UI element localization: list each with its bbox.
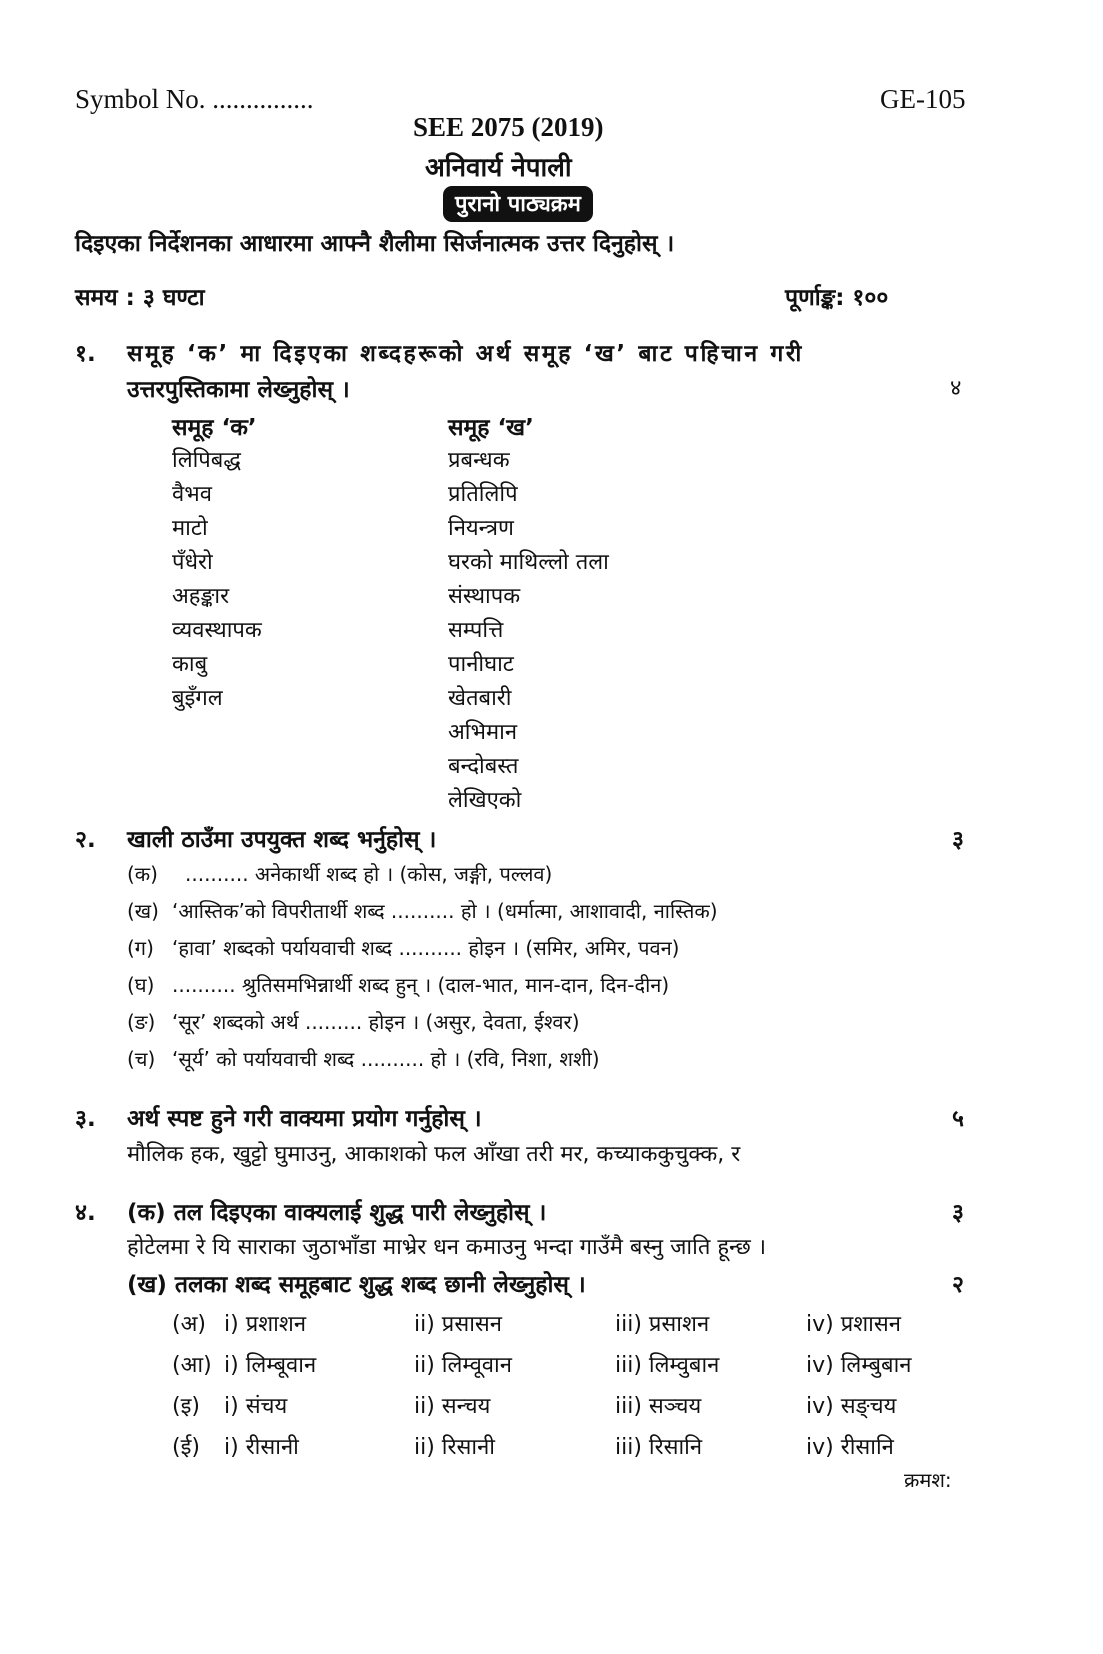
option: iv) रीसानि: [806, 1435, 894, 1460]
option-row-label: (आ): [172, 1353, 212, 1378]
item-label: (च): [127, 1047, 156, 1071]
question-4b-text: (ख) तलका शब्द समूहबाट शुद्ध शब्द छानी लेख्नुहोस् ।: [127, 1272, 586, 1298]
option-row-label: (अ): [172, 1312, 206, 1337]
option: i) संचय: [224, 1394, 288, 1419]
group-a-item: अहङ्कार: [172, 584, 230, 609]
group-b-item: नियन्त्रण: [448, 516, 514, 541]
question-4b-marks: २: [952, 1272, 964, 1298]
question-4a-sentence: होटेलमा रे यि साराका जुठाभाँडा माभ्रेर धन कमाउनु भन्दा गाउँमै बस्नु जाति हून्छ ।: [127, 1235, 767, 1260]
option: i) प्रशाशन: [224, 1312, 307, 1337]
group-a-item: पँधेरो: [172, 550, 213, 575]
full-marks: पूर्णाङ्क: १००: [785, 285, 889, 311]
group-a-item: वैभव: [172, 482, 212, 507]
group-a-item: माटो: [172, 516, 208, 541]
option: iv) प्रशासन: [806, 1312, 901, 1337]
group-a-item: व्यवस्थापक: [172, 618, 262, 643]
question-text: समूह ‘क’ मा दिइएका शब्दहरूको अर्थ समूह ‘ख’ बाट पहिचान गरी: [127, 341, 804, 367]
question-text-continued: उत्तरपुस्तिकामा लेख्नुहोस् ।: [127, 377, 350, 403]
item-label: (घ): [127, 973, 155, 997]
paper-code: GE-105: [880, 84, 966, 114]
option: iv) सङ्चय: [806, 1394, 897, 1419]
item-text: ‘सूर’ शब्दको अर्थ ......... होइन । (असुर, देवता, ईश्वर): [172, 1010, 580, 1034]
time-allowed: समय : ३ घण्टा: [75, 285, 205, 311]
option: iii) लिम्वुबान: [615, 1353, 720, 1378]
option: i) रीसानी: [224, 1435, 299, 1460]
item-label: (ख): [127, 899, 159, 923]
item-text: .......... श्रुतिसमभिन्नार्थी शब्द हुन् । (दाल-भात, मान-दान, दिन-दीन): [172, 973, 670, 997]
option: iii) प्रसाशन: [615, 1312, 710, 1337]
subject-title: अनिवार्य नेपाली: [425, 153, 572, 183]
option: ii) रिसानी: [414, 1435, 495, 1460]
question-number: ४.: [75, 1200, 96, 1226]
item-text: ‘हावा’ शब्दको पर्यायवाची शब्द .......... होइन । (समिर, अमिर, पवन): [172, 936, 680, 960]
option: i) लिम्बूवान: [224, 1353, 317, 1378]
item-label: (ग): [127, 936, 154, 960]
option: ii) लिम्वूवान: [414, 1353, 512, 1378]
group-a-item: बुइँगल: [172, 686, 223, 711]
group-b-item: बन्दोबस्त: [448, 754, 519, 779]
group-b-item: प्रतिलिपि: [448, 482, 518, 507]
item-text: ‘सूर्य’ को पर्यायवाची शब्द .......... हो । (रवि, निशा, शशी): [172, 1047, 600, 1071]
group-a-item: लिपिबद्ध: [172, 448, 241, 473]
group-b-item: लेखिएको: [448, 788, 522, 813]
instruction: दिइएका निर्देशनका आधारमा आफ्नै शैलीमा सिर्जनात्मक उत्तर दिनुहोस् ।: [75, 231, 675, 257]
question-marks: ४: [950, 376, 962, 401]
item-text: ‘आस्तिक’को विपरीतार्थी शब्द .......... हो । (धर्मात्मा, आशावादी, नास्तिक): [172, 899, 718, 923]
option: iv) लिम्बुबान: [806, 1353, 912, 1378]
question-marks: ३: [952, 827, 964, 853]
option: ii) प्रसासन: [414, 1312, 502, 1337]
option-row-label: (इ): [172, 1394, 200, 1419]
option: ii) सन्चय: [414, 1394, 491, 1419]
group-b-item: पानीघाट: [448, 652, 514, 677]
question-number: १.: [75, 341, 96, 367]
question-4a-marks: ३: [952, 1200, 964, 1226]
group-b-heading: समूह ‘ख’: [448, 415, 534, 441]
question-number: ३.: [75, 1106, 96, 1132]
group-a-heading: समूह ‘क’: [172, 415, 257, 441]
question-text: अर्थ स्पष्ट हुने गरी वाक्यमा प्रयोग गर्नुहोस् ।: [127, 1106, 482, 1132]
item-label: (क): [127, 862, 158, 886]
group-a-item: काबु: [172, 652, 208, 677]
item-text: .......... अनेकार्थी शब्द हो । (कोस, जङ्गी, पल्लव): [185, 862, 553, 886]
option: iii) सञ्चय: [615, 1394, 702, 1419]
question-marks: ५: [952, 1106, 964, 1132]
continued-note: क्रमश:: [904, 1468, 952, 1492]
question-text: खाली ठाउँमा उपयुक्त शब्द भर्नुहोस् ।: [127, 827, 437, 853]
group-b-item: घरको माथिल्लो तला: [448, 550, 609, 575]
group-b-item: सम्पत्ति: [448, 618, 504, 643]
group-b-item: खेतबारी: [448, 686, 512, 711]
symbol-number: Symbol No. ...............: [75, 84, 314, 114]
question-number: २.: [75, 827, 96, 853]
group-b-item: संस्थापक: [448, 584, 521, 609]
item-label: (ङ): [127, 1010, 156, 1034]
question-words: मौलिक हक, खुट्टो घुमाउनु, आकाशको फल आँखा तरी मर, कच्याककुचुक्क, र: [127, 1142, 741, 1167]
group-b-item: अभिमान: [448, 720, 518, 745]
group-b-item: प्रबन्धक: [448, 448, 510, 473]
curriculum-badge: पुरानो पाठ्यक्रम: [443, 186, 593, 222]
question-4a-text: (क) तल दिइएका वाक्यलाई शुद्ध पारी लेख्नुहोस् ।: [127, 1200, 547, 1226]
exam-title: SEE 2075 (2019): [413, 112, 604, 142]
option: iii) रिसानि: [615, 1435, 703, 1460]
option-row-label: (ई): [172, 1435, 200, 1460]
